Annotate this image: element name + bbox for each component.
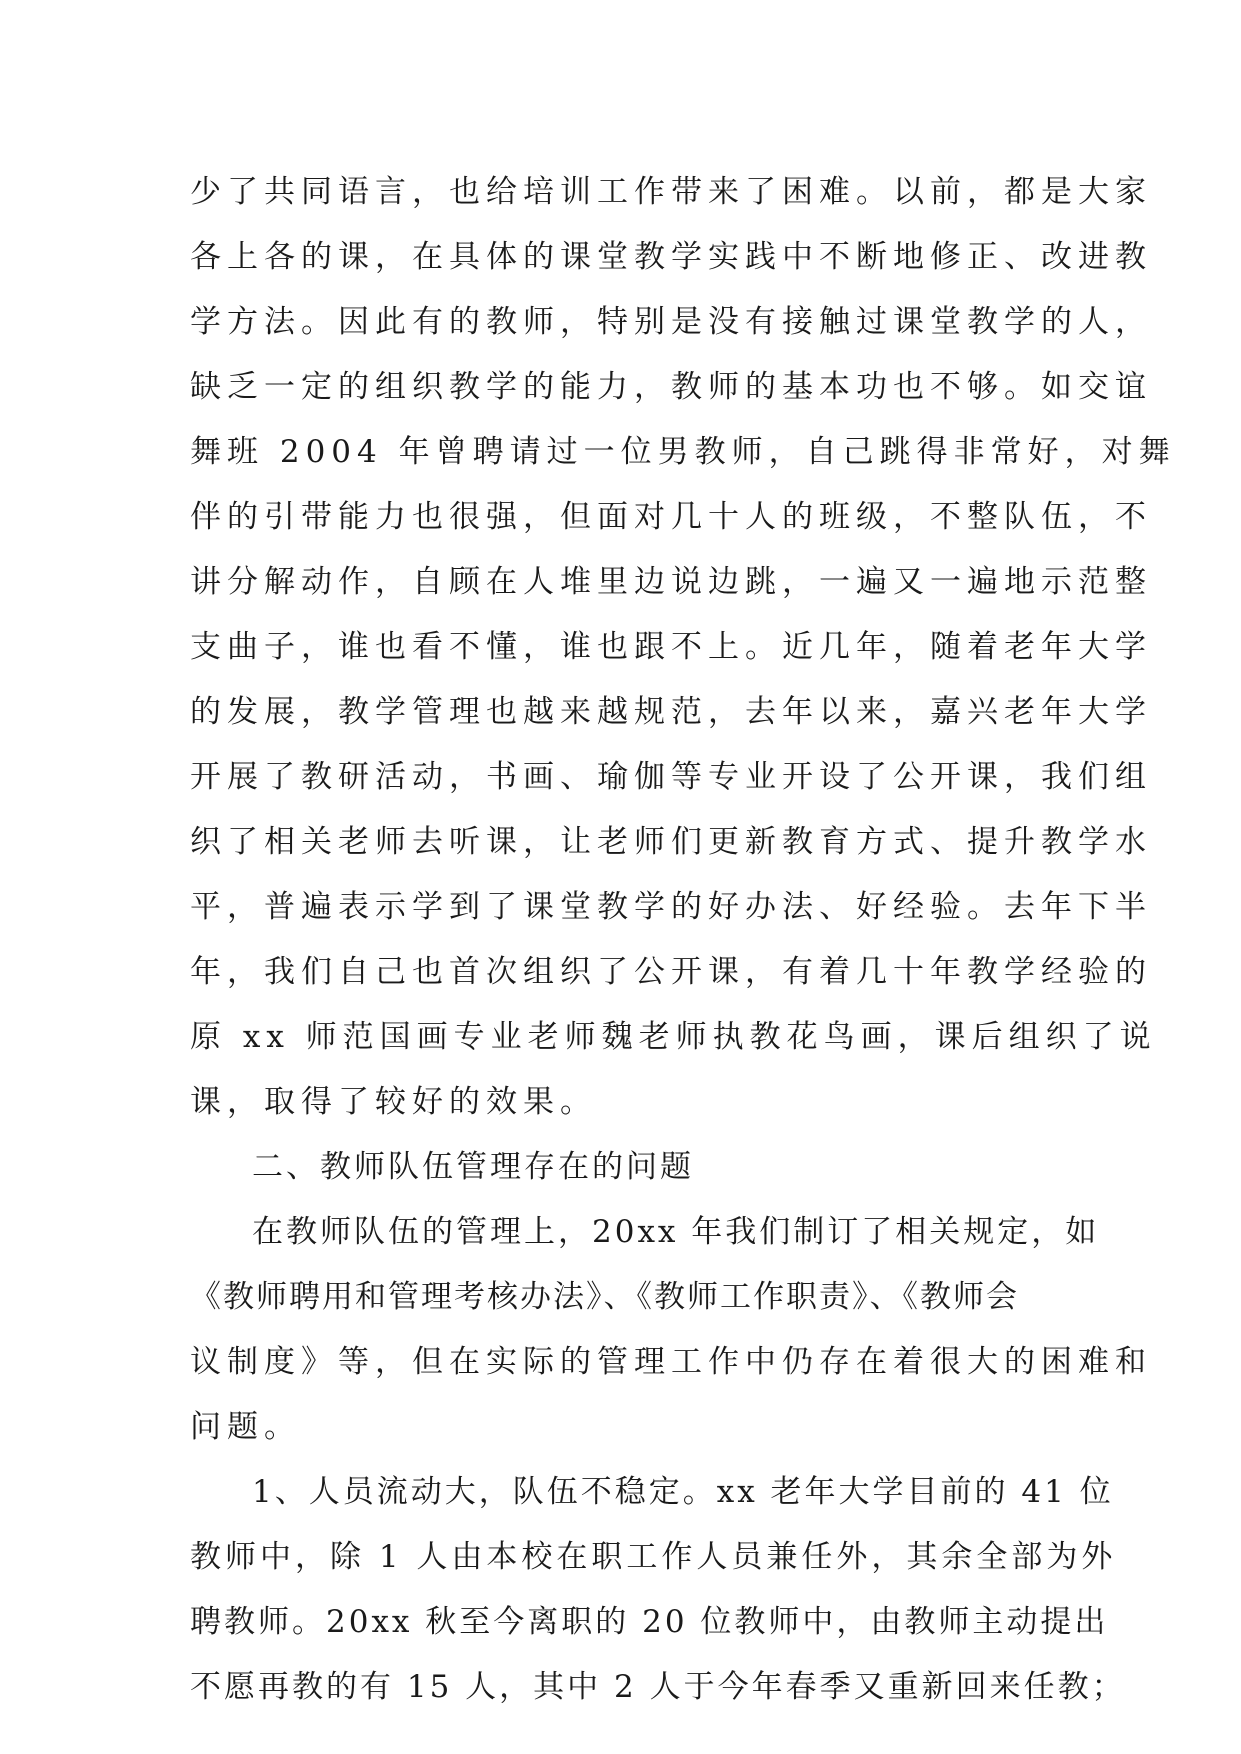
- text-line: 的发展，教学管理也越来越规范，去年以来，嘉兴老年大学: [190, 694, 1152, 730]
- body-text: [190, 160, 1176, 1720]
- text-line: 教师中，除 1 人由本校在职工作人员兼任外，其余全部为外: [190, 1539, 1117, 1575]
- text-line: 开展了教研活动，书画、瑜伽等专业开设了公开课，我们组: [190, 759, 1152, 795]
- text-line: 支曲子，谁也看不懂，谁也跟不上。近几年，随着老年大学: [190, 629, 1152, 665]
- text-line: 1、人员流动大，队伍不稳定。xx 老年大学目前的 41 位: [252, 1474, 1114, 1510]
- text-line: 不愿再教的有 15 人，其中 2 人于今年春季又重新回来任教；: [190, 1669, 1126, 1705]
- text-line: 问题。: [190, 1409, 301, 1445]
- text-line: 平，普遍表示学到了课堂教学的好办法、好经验。去年下半: [190, 889, 1152, 925]
- text-line: 伴的引带能力也很强，但面对几十人的班级，不整队伍，不: [190, 499, 1152, 535]
- text-line: 原 xx 师范国画专业老师魏老师执教花鸟画，课后组织了说: [190, 1019, 1157, 1055]
- text-line: 年，我们自己也首次组织了公开课，有着几十年教学经验的: [190, 954, 1152, 990]
- text-line: 讲分解动作，自顾在人堆里边说边跳，一遍又一遍地示范整: [190, 564, 1152, 600]
- text-line: 各上各的课，在具体的课堂教学实践中不断地修正、改进教: [190, 239, 1152, 275]
- text-line: 《教师聘用和管理考核办法》、《教师工作职责》、《教师会: [190, 1279, 1019, 1315]
- text-line: 少了共同语言，也给培训工作带来了困难。以前，都是大家: [190, 174, 1152, 210]
- text-line: 学方法。因此有的教师，特别是没有接触过课堂教学的人，: [190, 304, 1152, 340]
- text-line: 缺乏一定的组织教学的能力，教师的基本功也不够。如交谊: [190, 369, 1152, 405]
- section-heading: 二、教师队伍管理存在的问题: [252, 1149, 694, 1185]
- text-line: 在教师队伍的管理上，20xx 年我们制订了相关规定，如: [252, 1214, 1100, 1250]
- text-line: 议制度》等，但在实际的管理工作中仍存在着很大的困难和: [190, 1344, 1152, 1380]
- text-line: 课，取得了较好的效果。: [190, 1084, 597, 1120]
- text-line: 聘教师。20xx 秋至今离职的 20 位教师中，由教师主动提出: [190, 1604, 1109, 1640]
- text-line: 舞班 2004 年曾聘请过一位男教师，自己跳得非常好，对舞: [190, 434, 1176, 470]
- text-line: 织了相关老师去听课，让老师们更新教育方式、提升教学水: [190, 824, 1152, 860]
